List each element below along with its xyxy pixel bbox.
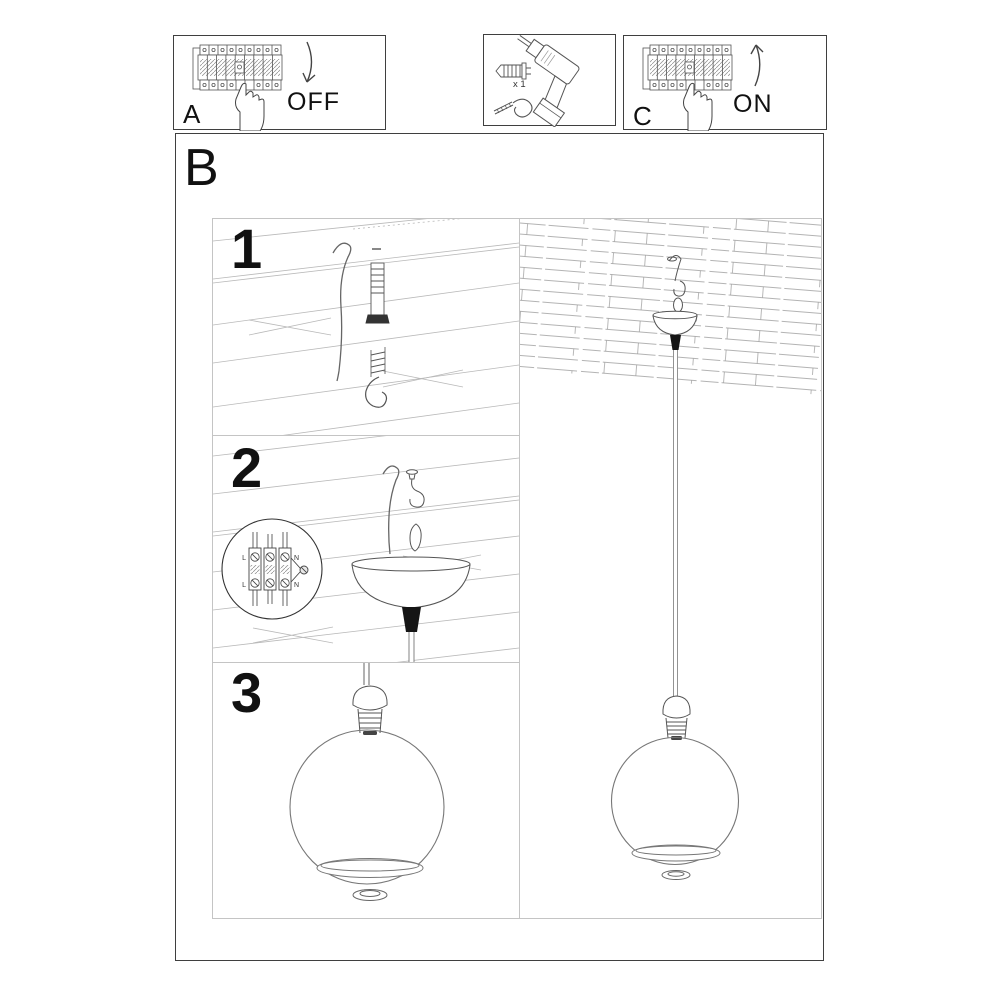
off-label: OFF xyxy=(287,88,340,116)
step-number-2: 2 xyxy=(231,436,263,499)
panel-a-label: A xyxy=(183,99,201,129)
step-number-1: 1 xyxy=(231,217,263,280)
shade-opening-icon xyxy=(317,859,423,878)
suspension-loop-icon xyxy=(410,524,421,551)
pendant-cable-icon xyxy=(364,663,369,685)
lamp-socket-icon xyxy=(663,696,690,740)
main-panel xyxy=(175,133,824,961)
panel-c-label: C xyxy=(633,101,652,131)
bottom-ring-icon xyxy=(662,871,690,880)
step-2-box xyxy=(212,435,520,663)
assembled-lamp-illustration xyxy=(520,219,821,918)
arrow-up-icon xyxy=(751,45,763,86)
canopy-icon xyxy=(352,557,470,608)
hand-press-icon xyxy=(684,83,713,131)
hook-screw-icon xyxy=(366,347,387,407)
breaker-panel-icon xyxy=(193,45,282,90)
step-3-box xyxy=(212,662,520,919)
tools-illustration xyxy=(484,35,617,127)
cord-grip-icon xyxy=(402,607,421,632)
breaker-panel-icon xyxy=(643,45,732,90)
plug-count-label: x 1 xyxy=(513,79,526,90)
wiring-detail-icon xyxy=(222,519,322,619)
shade-opening-icon xyxy=(632,845,720,861)
breaker-off-illustration xyxy=(174,36,387,131)
panel-c xyxy=(623,35,827,130)
tools-panel xyxy=(483,34,616,126)
ceiling-hook-icon xyxy=(407,470,425,507)
lamp-socket-icon xyxy=(353,686,387,735)
step-1-box xyxy=(212,218,520,436)
arrow-down-icon xyxy=(303,42,315,82)
step-number-3: 3 xyxy=(231,661,263,724)
wall-plug-icon xyxy=(496,63,531,79)
panel-a xyxy=(173,35,386,130)
hand-press-icon xyxy=(236,83,265,131)
cable-icon xyxy=(383,466,399,554)
bottom-ring-icon xyxy=(353,890,387,901)
drill-icon xyxy=(488,35,590,127)
assembled-lamp-box xyxy=(519,218,822,919)
main-panel-label: B xyxy=(184,139,219,197)
terminal-l-top-label: L xyxy=(242,555,246,562)
wall-anchor-icon xyxy=(366,249,389,323)
terminal-n-bottom-label: N xyxy=(294,582,300,589)
on-label: ON xyxy=(733,90,773,118)
ceiling-icon xyxy=(520,219,821,395)
terminal-l-bottom-label: L xyxy=(242,582,246,589)
hook-screw-icon xyxy=(494,99,532,117)
terminal-n-top-label: N xyxy=(294,555,300,562)
breaker-on-illustration xyxy=(624,36,828,131)
